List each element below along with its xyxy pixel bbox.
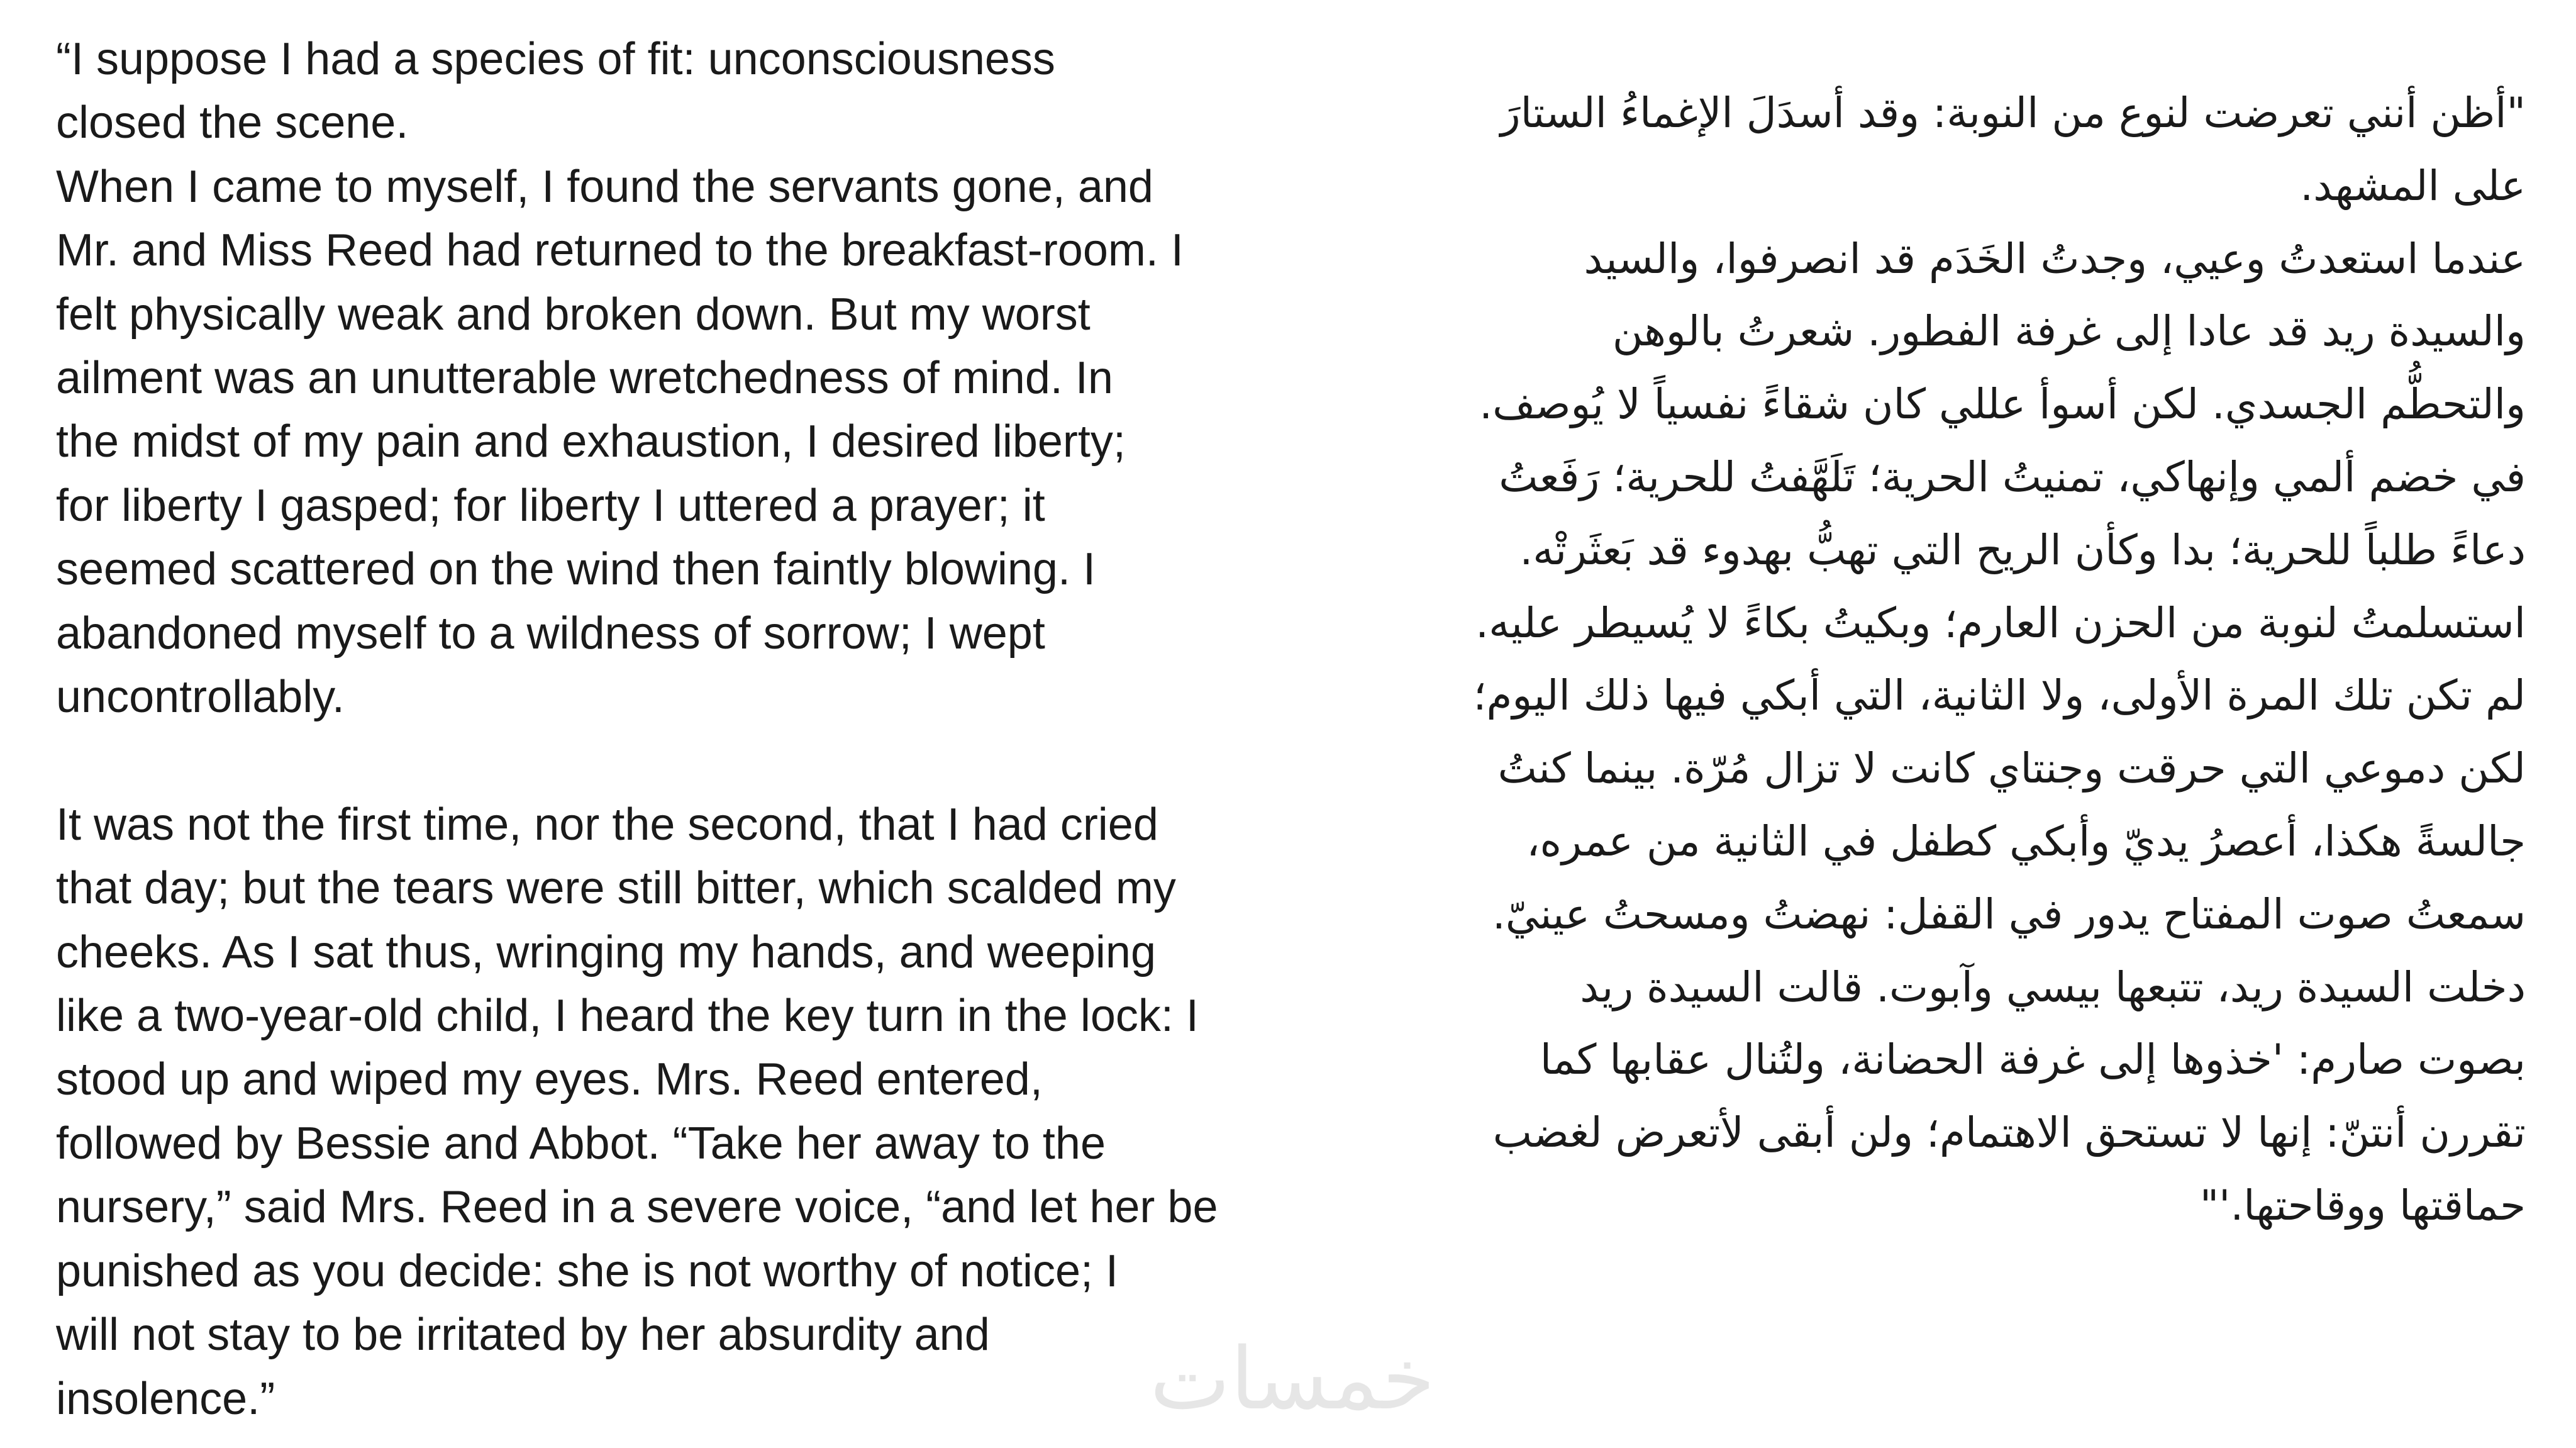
english-line: that day; but the tears were still bitter, which scalded my — [56, 863, 1176, 914]
english-line: for liberty I gasped; for liberty I uttered a prayer; it — [56, 480, 1045, 531]
english-line: When I came to myself, I found the servants gone, and — [56, 161, 1153, 212]
arabic-line: جالسةً هكذا، أعصرُ يديّ وأبكي كطفل في الثانية من عمره، — [1526, 816, 2526, 866]
english-line: insolence.” — [56, 1373, 275, 1424]
arabic-line: لم تكن تلك المرة الأولى، ولا الثانية، التي أبكي فيها ذلك اليوم؛ — [1473, 671, 2526, 720]
english-line: closed the scene. — [56, 97, 409, 148]
english-line: It was not the first time, nor the second, that I had cried — [56, 799, 1158, 850]
arabic-line: سمعتُ صوت المفتاح يدور في القفل: نهضتُ ومسحتُ عينيّ. — [1492, 889, 2526, 938]
arabic-text-column — [1331, 77, 2526, 1242]
arabic-line: استسلمتُ لنوبة من الحزن العارم؛ وبكيتُ بكاءً لا يُسيطر عليه. — [1475, 598, 2526, 647]
arabic-line: عندما استعدتُ وعيي، وجدتُ الخَدَم قد انصرفوا، والسيد — [1584, 234, 2526, 283]
english-line: stood up and wiped my eyes. Mrs. Reed entered, — [56, 1054, 1043, 1105]
english-text-column — [56, 28, 1251, 1431]
english-line: followed by Bessie and Abbot. “Take her away to the — [56, 1118, 1106, 1169]
arabic-line: دعاءً طلباً للحرية؛ بدا وكأن الريح التي تهبُّ بهدوء قد بَعثَرتْه. — [1519, 525, 2526, 574]
arabic-line: تقررن أنتنّ: إنها لا تستحق الاهتمام؛ ولن أبقى لأتعرض لغضب — [1492, 1108, 2526, 1157]
english-line: uncontrollably. — [56, 672, 345, 723]
english-line: will not stay to be irritated by her absurdity and — [56, 1310, 990, 1361]
arabic-line: والسيدة ريد قد عادا إلى غرفة الفطور. شعرتُ بالوهن — [1612, 307, 2526, 356]
english-line: seemed scattered on the wind then faintly blowing. I — [56, 544, 1096, 595]
english-line: abandoned myself to a wildness of sorrow; I wept — [56, 608, 1045, 659]
arabic-line: والتحطُّم الجسدي. لكن أسوأ عللي كان شقاءً نفسياً لا يُوصف. — [1479, 380, 2526, 429]
paragraph-gap — [56, 729, 1251, 793]
english-line: punished as you decide: she is not worthy of notice; I — [56, 1245, 1119, 1296]
watermark-logo: خمسات — [1150, 1330, 1435, 1429]
arabic-line: على المشهد. — [2300, 161, 2526, 210]
arabic-line: في خضم ألمي وإنهاكي، تمنيتُ الحرية؛ تَلَهَّفتُ للحرية؛ رَفَعتُ — [1499, 452, 2526, 501]
arabic-line: حماقتها ووقاحتها.'" — [2199, 1181, 2526, 1230]
english-line: “I suppose I had a species of fit: unconsciousness — [56, 34, 1055, 84]
english-line: the midst of my pain and exhaustion, I desired liberty; — [56, 416, 1126, 467]
arabic-line: دخلت السيدة ريد، تتبعها بيسي وآبوت. قالت السيدة ريد — [1580, 962, 2526, 1011]
english-line: ailment was an unutterable wretchedness of mind. In — [56, 353, 1113, 404]
english-line: Mr. and Miss Reed had returned to the breakfast-room. I — [56, 225, 1184, 276]
english-line: felt physically weak and broken down. But my worst — [56, 289, 1091, 340]
arabic-line: "أظن أنني تعرضت لنوع من النوبة: وقد أسدَلَ الإغماءُ الستارَ — [1500, 89, 2526, 137]
english-line: like a two-year-old child, I heard the key turn in the lock: I — [56, 991, 1199, 1042]
arabic-line: لكن دموعي التي حرقت وجنتاي كانت لا تزال مُرّة. بينما كنتُ — [1497, 744, 2526, 793]
arabic-line: بصوت صارم: 'خذوها إلى غرفة الحضانة، ولتُنال عقابها كما — [1540, 1035, 2526, 1084]
english-line: nursery,” said Mrs. Reed in a severe voice, “and let her be — [56, 1182, 1218, 1233]
english-line: cheeks. As I sat thus, wringing my hands, and weeping — [56, 927, 1156, 977]
